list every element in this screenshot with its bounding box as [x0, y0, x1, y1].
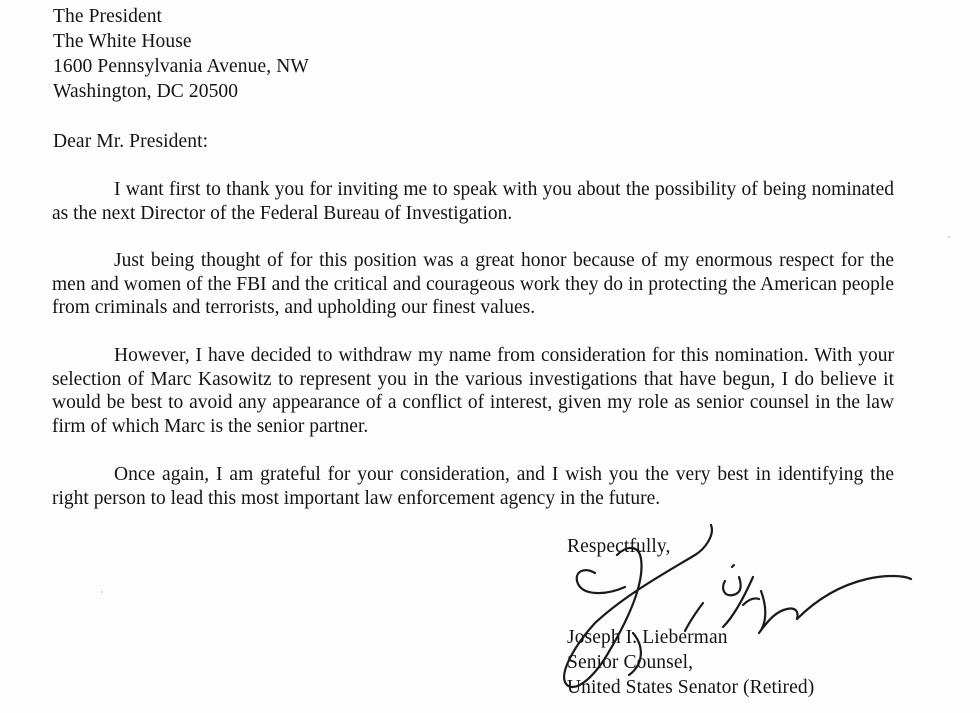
- scan-speck: [101, 591, 103, 593]
- address-line-city: Washington, DC 20500: [53, 81, 239, 102]
- paragraph-4: Once again, I am grateful for your consideration, and I wish you the very best in identifying the right person to lead this most important law enforcement agency in the future.: [52, 464, 894, 509]
- address-line-recipient: The President: [53, 6, 163, 27]
- signer-title: Senior Counsel,: [567, 652, 694, 673]
- paragraph-3: However, I have decided to withdraw my name from consideration for this nomination. With your selection of Marc Kasowitz to represent you in the various investigations that have begun, I do believe it would be best to avoid any appearance of a conflict of interest, given my role as senior counsel in the law firm of which Marc is the senior partner.: [52, 345, 894, 437]
- salutation: Dear Mr. President:: [53, 131, 209, 152]
- address-line-street: 1600 Pennsylvania Avenue, NW: [53, 56, 309, 77]
- address-line-building: The White House: [53, 31, 192, 52]
- signer-name: Joseph I. Lieberman: [567, 627, 728, 648]
- paragraph-2: Just being thought of for this position was a great honor because of my enormous respect for the men and women of the FBI and the critical and courageous work they do in protecting the American people from criminals and terrorists, and upholding our finest values.: [52, 250, 894, 318]
- closing: Respectfully,: [567, 536, 671, 557]
- scan-speck: [948, 236, 950, 238]
- paragraph-1: I want first to thank you for inviting me to speak with you about the possibility of being nominated as the next Director of the Federal Bureau of Investigation.: [52, 179, 894, 224]
- signer-position: United States Senator (Retired): [567, 677, 815, 698]
